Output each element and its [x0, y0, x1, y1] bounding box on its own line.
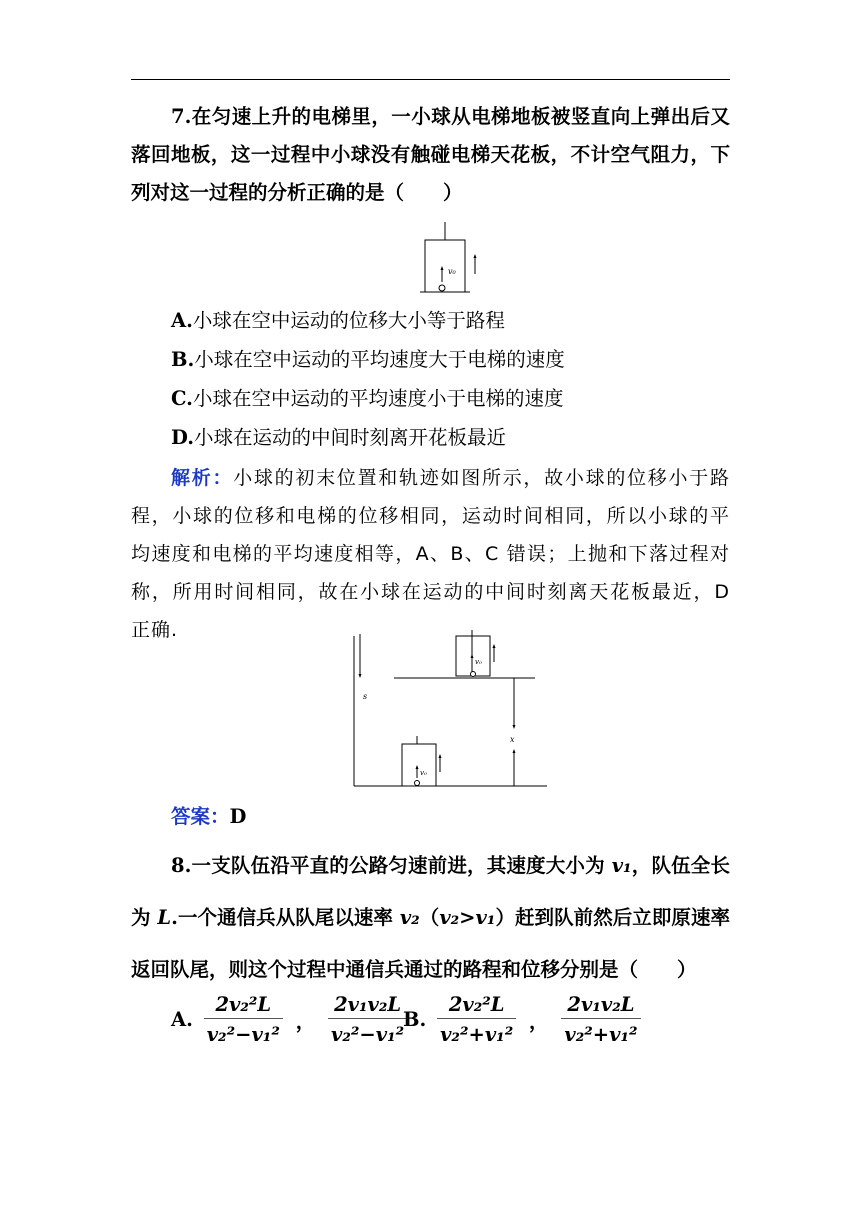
answer-value: D [229, 805, 247, 828]
option-a: A.小球在空中运动的位移大小等于路程 [171, 309, 505, 332]
analysis [131, 459, 730, 649]
question-7-stem: 7.在匀速上升的电梯里，一小球从电梯地板被竖直向上弹出后又落回地板，这一过程中小球没有触碰电梯天花板，不计空气阻力，下列对这一过程的分析正确的是（ ） [131, 105, 730, 204]
header-rule [131, 79, 730, 80]
choice-a: A. $\frac{\text{2v₂²L}}{\text{v₂²−v₁²}}$ ， $\frac{\text{2v₁v₂L}}{\text{v₂²−v₁²}}$ [171, 993, 409, 1046]
choice-a-fraction-2: $\frac{\text{2v₁v₂L}}{\text{v₂²−v₁²}}$ [328, 993, 407, 1046]
option-c: C.小球在空中运动的平均速度小于电梯的速度 [171, 387, 564, 410]
analysis-text: 小球的初末位置和轨迹如图所示，故小球的位移小于路程，小球的位移和电梯的位移相同，运动时间相同，所以小球的平均速度和电梯的平均速度相等，A、B、C 错误；上抛和下落过程对称，所用时间相同，故在小球在运动的中间时刻离天花板最近，D 正确. [131, 467, 730, 641]
v0-bottom-label: v₀ [420, 769, 427, 777]
v0-label: v₀ [448, 267, 456, 276]
question-8-stem: 8.一支队伍沿平直的公路匀速前进，其速度大小为 v₁，队伍全长为 L.一个通信兵从队尾以速率 v₂（v₂>v₁）赶到队前然后立即原速率返回队尾，则这个过程中通信兵通过的路程和位移分别是（ ） [131, 854, 730, 981]
option-d: D.小球在运动的中间时刻离开花板最近 [171, 426, 507, 449]
analysis-label: 解析： [171, 467, 234, 489]
choice-a-fraction-1: $\frac{\text{2v₂²L}}{\text{v₂²−v₁²}}$ [204, 993, 283, 1046]
answer-label: 答案： [171, 805, 230, 828]
choice-b-fraction-2: $\frac{\text{2v₁v₂L}}{\text{v₂²+v₁²}}$ [561, 993, 640, 1046]
choice-b-fraction-1: $\frac{\text{2v₂²L}}{\text{v₂²+v₁²}}$ [437, 993, 516, 1046]
v0-top-label: v₀ [475, 658, 482, 666]
choice-b-key: B. [403, 1008, 427, 1031]
s-label: s [363, 692, 368, 701]
x-label: x [510, 735, 515, 744]
elevator-figure [420, 222, 480, 302]
trajectory-figure [344, 630, 554, 790]
option-b: B.小球在空中运动的平均速度大于电梯的速度 [171, 348, 565, 371]
choice-a-key: A. [171, 1008, 193, 1031]
choice-b: B. $\frac{\text{2v₂²L}}{\text{v₂²+v₁²}}$ ， $\frac{\text{2v₁v₂L}}{\text{v₂²+v₁²}}$ [403, 993, 643, 1046]
answer [171, 802, 246, 832]
